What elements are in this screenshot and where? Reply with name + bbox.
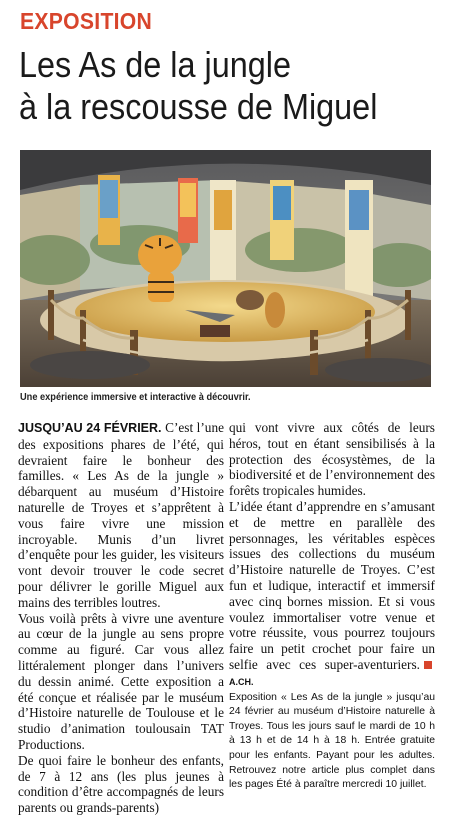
paragraph-1: [18, 420, 224, 611]
paragraph-3-continued: qui vont vivre aux côtés de leurs héros, tout en étant sensibilisés à la protection des écosystèmes, de la biodiversité et de l’environnement des forêts tropicales humides.: [229, 420, 435, 499]
headline-line-1: Les As de la jungle: [19, 44, 292, 85]
practical-info: Exposition « Les As de la jungle » jusqu’au 24 février au muséum d’Histoire naturelle à Troyes. Tous les jours sauf le mardi de 10 h à 13 h et de 14 h à 18 h. Entrée gratuite pour les enfants. Payant pour les adultes. Retrouvez notre article plus complet dans les pages Été à paraître mercredi 10 juillet.: [229, 691, 435, 791]
lead-dateline: JUSQU’AU 24 FÉVRIER.: [18, 421, 162, 435]
photo-caption: Une expérience immersive et interactive à découvrir.: [20, 391, 251, 403]
paragraph-4-text: L’idée étant d’apprendre en s’amusant et de mettre en parallèle des personnages, les véritables espèces issues des collections du muséum d’Histoire naturelle de Troyes. C’est fun et ludique, interactif et immersif avec cinq bornes mission. Et si vous voulez immortaliser votre venue et votre réussite, vous pourrez toujours faire un petit crochet pour faire un selfie avec ces super-aventuriers.: [229, 498, 435, 672]
headline-line-2: à la rescousse de Miguel: [19, 86, 378, 127]
section-kicker: EXPOSITION: [20, 8, 153, 34]
article-column-1: [18, 420, 224, 816]
paragraph-1-text: C’est l’une des expositions phares de l’été, qui devraient faire le bonheur des familles. « Les As de la jungle » débarquent au muséum d’Histoire naturelle de Troyes et s’apprêtent à vous faire vivre une mission incroyable. Munis d’un livret d’enquête pour les guider, les visiteurs vont devoir trouver le code secret pour délivrer le gorille Miguel aux mains des terribles loutres.: [18, 420, 224, 610]
article-column-2: [229, 420, 435, 793]
paragraph-4: [229, 499, 435, 691]
headline: [19, 44, 406, 128]
end-mark-icon: [424, 661, 432, 669]
paragraph-2: Vous voilà prêts à vivre une aventure au cœur de la jungle au sens propre comme au figuré. Car vous allez littéralement plonger dans l’univers du dessin animé. Cette exposition a été conçue et réalisée par le muséum d’Histoire naturelle de Toulouse et le studio d’animation toulousain TAT Productions.: [18, 610, 224, 752]
paragraph-3: De quoi faire le bonheur des enfants, de 7 à 12 ans (les plus jeunes à condition d’être accompagnés de leurs parents ou grands-parents): [18, 752, 224, 816]
exhibition-photo-illustration: [20, 150, 431, 387]
author-signature: A.CH.: [229, 676, 254, 687]
exhibition-photo: [20, 150, 431, 387]
